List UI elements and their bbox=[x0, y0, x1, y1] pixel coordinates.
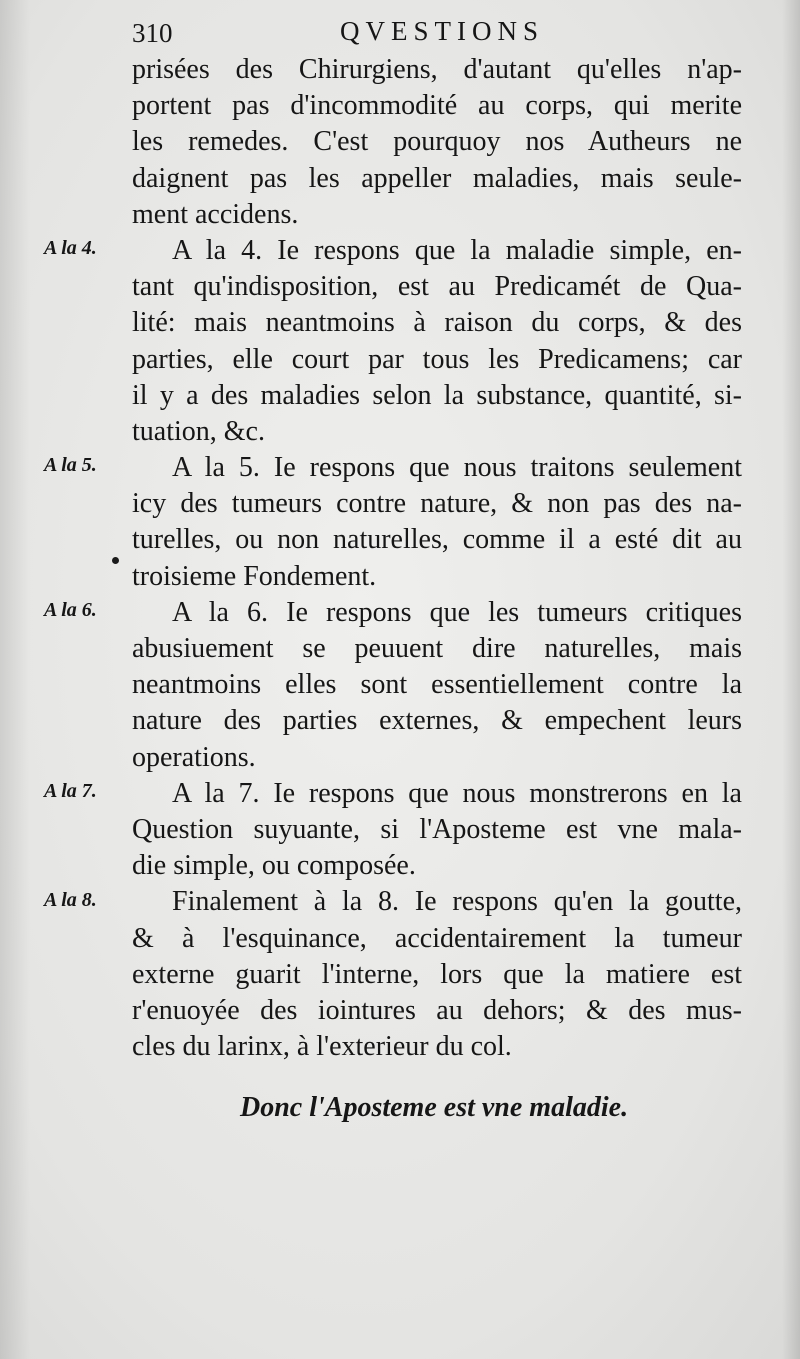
text-line: A la 6. Ie respons que les tumeurs critiques bbox=[172, 596, 742, 628]
conclusion-line: Donc l'Aposteme est vne maladie. bbox=[240, 1092, 629, 1123]
margin-note-8: A la 8. bbox=[44, 889, 97, 911]
text-line: parties, elle court par tous les Predicamens; car bbox=[132, 343, 742, 375]
margin-bullet-mark bbox=[112, 557, 119, 564]
text-line: icy des tumeurs contre nature, & non pas des na- bbox=[132, 488, 742, 520]
text-line: abusiuement se peuuent dire naturelles, mais bbox=[132, 633, 742, 664]
text-line: A la 5. Ie respons que nous traitons seulement bbox=[172, 452, 742, 484]
text-line: neantmoins elles sont essentiellement contre la bbox=[132, 669, 742, 701]
text-line: portent pas d'incommodité au corps, qui merite bbox=[132, 90, 742, 122]
text-line: tuation, &c. bbox=[132, 415, 265, 447]
running-title: QVESTIONS bbox=[340, 16, 545, 46]
page-gutter-shadow bbox=[0, 0, 30, 1359]
body-text bbox=[132, 52, 742, 1065]
text-line: A la 7. Ie respons que nous monstrerons en la bbox=[172, 777, 742, 809]
text-line: cles du larinx, à l'exterieur du col. bbox=[132, 1031, 512, 1063]
text-line: Question suyuante, si l'Aposteme est vne mala- bbox=[132, 813, 742, 845]
page-edge-shadow bbox=[782, 0, 800, 1359]
text-line: Finalement à la 8. Ie respons qu'en la goutte, bbox=[172, 886, 742, 918]
text-line: die simple, ou composée. bbox=[132, 850, 416, 882]
text-line: ment accidens. bbox=[132, 198, 299, 230]
margin-note-4: A la 4. bbox=[44, 237, 97, 259]
text-line: il y a des maladies selon la substance, quantité, si- bbox=[132, 379, 742, 411]
text-line: r'enuoyée des iointures au dehors; & des mus- bbox=[132, 994, 742, 1026]
text-line: lité: mais neantmoins à raison du corps, & des bbox=[132, 307, 742, 339]
page-header bbox=[0, 14, 800, 54]
text-line: daignent pas les appeller maladies, mais seule- bbox=[132, 162, 742, 194]
text-line: & à l'esquinance, accidentairement la tumeur bbox=[132, 922, 742, 954]
text-line: prisées des Chirurgiens, d'autant qu'elles n'ap- bbox=[132, 54, 742, 85]
text-line: troisieme Fondement. bbox=[132, 560, 377, 592]
margin-note-7: A la 7. bbox=[44, 780, 97, 802]
text-line: nature des parties externes, & empechent leurs bbox=[132, 705, 742, 737]
text-line: operations. bbox=[132, 741, 256, 773]
text-line: les remedes. C'est pourquoy nos Autheurs ne bbox=[132, 126, 742, 158]
text-line: A la 4. Ie respons que la maladie simple, en- bbox=[172, 234, 742, 266]
text-line: externe guarit l'interne, lors que la matiere est bbox=[132, 958, 742, 990]
margin-note-5: A la 5. bbox=[44, 454, 97, 476]
page-number: 310 bbox=[132, 18, 173, 48]
text-line: turelles, ou non naturelles, comme il a esté dit au bbox=[132, 524, 742, 556]
margin-note-6: A la 6. bbox=[44, 599, 97, 621]
text-line: tant qu'indisposition, est au Predicamét de Qua- bbox=[132, 271, 742, 303]
